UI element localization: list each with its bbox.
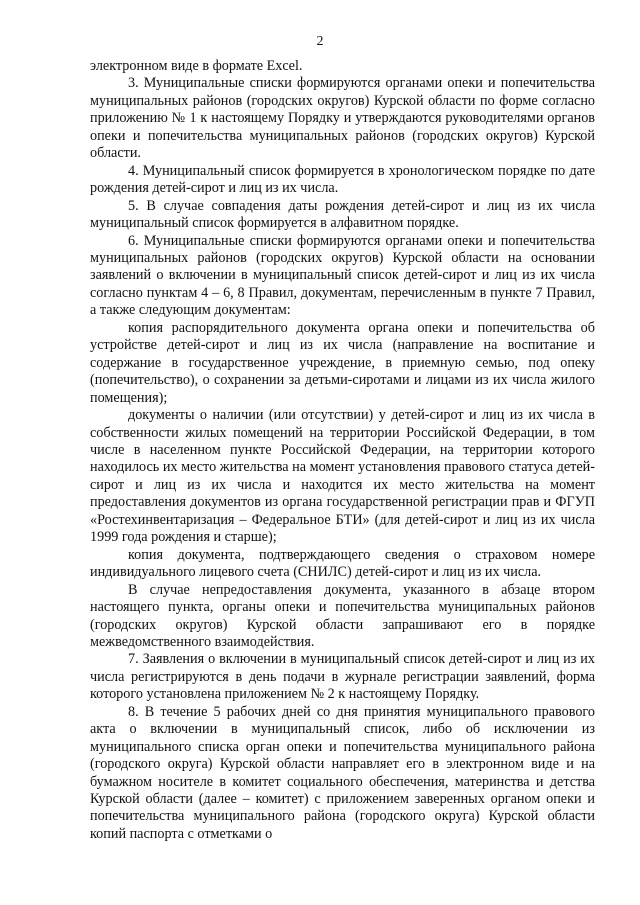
paragraph-continuation: электронном виде в формате Excel. bbox=[90, 58, 303, 74]
paragraph-document-snils: копия документа, подтверждающего сведения о страховом номере индивидуального лицевого счета (СНИЛС) детей-сирот и лиц из их числа. bbox=[90, 546, 595, 581]
paragraph-item-6: 6. Муниципальные списки формируются органами опеки и попечительства муниципальных районов (городских округов) Курской области на основании заявлений о включении в муниципальный список детей-сирот и лиц из их числа согласно пунктам 4 – 6, 8 Правил, документам, перечисленным в пункте 7 Правил, а также следующим документам: bbox=[90, 232, 595, 319]
document-body bbox=[90, 58, 595, 843]
paragraph-item-5: 5. В случае совпадения даты рождения детей-сирот и лиц из их числа муниципальный список формируется в алфавитном порядке. bbox=[90, 197, 595, 232]
paragraph-document-copy-order: копия распорядительного документа органа опеки и попечительства об устройстве детей-сирот и лиц из их числа (направление на воспитание и содержание в государственное учреждение, в приемную семью, под опеку (попечительство), о сохранении за детьми-сиротами и лицами из их числа жилого помещения); bbox=[90, 319, 595, 406]
paragraph-document-housing: документы о наличии (или отсутствии) у детей-сирот и лиц из их числа в собственности жилых помещений на территории Российской Федерации, в том числе в населенном пункте Российской Федерации, на территории которого находилось их место жительства на момент установления правового статуса детей-сирот и лиц из их числа и находится их место жительства на момент предоставления документов из органа государственной регистрации прав и ФГУП «Ростехинвентаризация – Федеральное БТИ» (для детей-сирот и лиц из их числа 1999 года рождения и старше); bbox=[90, 407, 595, 546]
paragraph-item-3: 3. Муниципальные списки формируются органами опеки и попечительства муниципальных районов (городских округов) Курской области по форме согласно приложению № 1 к настоящему Порядку и утверждаются руководителями органов опеки и попечительства муниципальных районов (городских округов) Курской области. bbox=[90, 75, 595, 162]
paragraph-item-4: 4. Муниципальный список формируется в хронологическом порядке по дате рождения детей-сирот и лиц из их числа. bbox=[90, 162, 595, 197]
page-number: 2 bbox=[316, 34, 324, 49]
paragraph-item-7: 7. Заявления о включении в муниципальный список детей-сирот и лиц из их числа регистрируются в день подачи в журнале регистрации заявлений, форма которого установлена приложением № 2 к настоящему Порядку. bbox=[90, 651, 595, 703]
paragraph-non-submission: В случае непредоставления документа, указанного в абзаце втором настоящего пункта, органы опеки и попечительства муниципальных районов (городских округов) Курской области запрашивают его в порядке межведомственного взаимодействия. bbox=[90, 581, 595, 650]
paragraph-item-8: 8. В течение 5 рабочих дней со дня принятия муниципального правового акта о включении в муниципальный список, либо об исключении из муниципального списка орган опеки и попечительства муниципального района (городского округа) Курской области направляет его в электронном виде и на бумажном носителе в комитет социального обеспечения, материнства и детства Курской области (далее – комитет) с приложением заверенных органом опеки и попечительства муниципального района (городского округа) Курской области копий паспорта с отметками о bbox=[90, 703, 595, 842]
